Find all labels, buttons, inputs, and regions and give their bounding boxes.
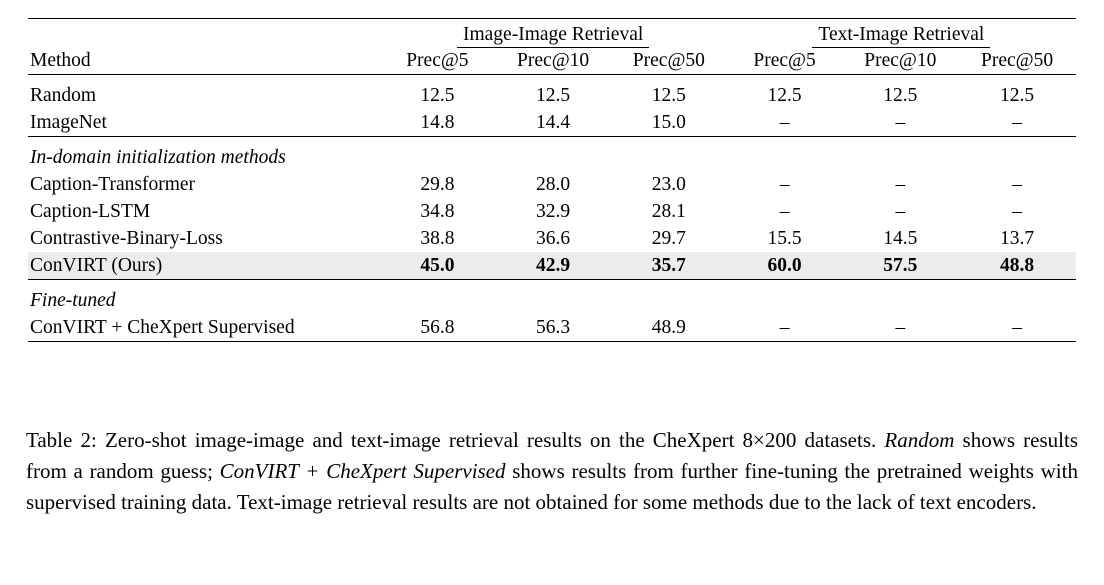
section-label-fine-tuned: Fine-tuned: [30, 290, 116, 311]
table-rule-before-indomain: [28, 137, 1076, 145]
cell-value: 45.0: [380, 252, 496, 280]
table-row-highlighted: [28, 252, 1076, 280]
table-rule-after-header: [28, 75, 1076, 83]
cell-value: 12.5: [1000, 85, 1035, 106]
section-label-in-domain: In-domain initialization methods: [30, 147, 286, 168]
table-row: [28, 225, 1076, 252]
row-method-name: ConVIRT (Ours): [28, 252, 380, 280]
table-row: [28, 314, 1076, 342]
cell-value: 23.0: [651, 174, 686, 195]
cell-value: –: [1012, 112, 1022, 133]
group-header-text-image: Text-Image Retrieval: [727, 19, 1076, 49]
table-row: [28, 171, 1076, 198]
row-method-name: ConVIRT + CheXpert Supervised: [30, 317, 295, 338]
cell-value: 15.5: [767, 228, 802, 249]
group-header-image-image: Image-Image Retrieval: [380, 19, 727, 49]
cell-value: 12.5: [883, 85, 918, 106]
cell-value: 12.5: [651, 85, 686, 106]
cell-value: –: [1012, 317, 1022, 338]
caption-italic-random: Random: [884, 428, 955, 452]
cell-value: 14.8: [420, 112, 455, 133]
cell-value: 12.5: [536, 85, 571, 106]
cell-value: 28.1: [651, 201, 686, 222]
cell-value: 38.8: [420, 228, 455, 249]
caption-italic-convirt-chexpert: ConVIRT + CheXpert Supervised: [219, 459, 506, 483]
column-header-method: Method: [30, 50, 91, 71]
table-row: [28, 82, 1076, 109]
column-header-ii-prec10: Prec@10: [517, 50, 590, 71]
cell-value: –: [895, 201, 906, 222]
cell-value: –: [779, 174, 790, 195]
cell-value: 14.5: [883, 228, 918, 249]
table-row: [28, 198, 1076, 225]
cell-value: –: [779, 201, 790, 222]
cell-value: 14.4: [536, 112, 571, 133]
cell-value: –: [779, 112, 790, 133]
column-header-ii-prec50: Prec@50: [632, 50, 705, 71]
group-header-spacer: [28, 19, 380, 49]
table-row: [28, 109, 1076, 137]
column-header-ti-prec10: Prec@10: [864, 50, 937, 71]
cell-value: –: [895, 112, 906, 133]
cell-value: 12.5: [420, 85, 455, 106]
row-method-name: Caption-Transformer: [30, 174, 196, 195]
cell-value: 34.8: [420, 201, 455, 222]
cell-value: –: [1012, 201, 1022, 222]
row-method-name: Contrastive-Binary-Loss: [30, 228, 223, 249]
cell-value: –: [895, 174, 906, 195]
cell-value: 48.9: [651, 317, 686, 338]
column-header-ti-prec5: Prec@5: [753, 50, 816, 71]
row-method-name: Caption-LSTM: [30, 201, 151, 222]
row-method-name: Random: [30, 85, 97, 106]
cell-value: 56.8: [420, 317, 455, 338]
cell-value: 28.0: [536, 174, 571, 195]
table-caption: [26, 425, 1078, 518]
table-group-header-row: [28, 19, 1076, 49]
cell-value: 29.8: [420, 174, 455, 195]
cell-value: 32.9: [536, 201, 571, 222]
cell-value: 60.0: [727, 252, 843, 280]
table-column-header-row: [28, 48, 1076, 75]
cell-value: 29.7: [651, 228, 686, 249]
caption-label: Table 2:: [26, 428, 97, 452]
caption-part2: shows results from a random guess;: [26, 428, 1079, 483]
results-table-container: [28, 18, 1076, 349]
column-header-ii-prec5: Prec@5: [406, 50, 469, 71]
cell-value: 42.9: [495, 252, 611, 280]
caption-part1: Zero-shot image-image and text-image retrieval results on the CheXpert 8×200 datasets.: [96, 428, 885, 452]
cell-value: 57.5: [842, 252, 958, 280]
cell-value: 36.6: [536, 228, 571, 249]
section-label-row: [28, 287, 1076, 314]
cell-value: –: [1012, 174, 1022, 195]
cell-value: 13.7: [1000, 228, 1035, 249]
results-table: [28, 18, 1076, 349]
caption-part3: shows results from further fine-tuning the pretrained weights with supervised training data. Text-image retrieval results are not obtained for some methods due to the lack of text encoders.: [26, 459, 1078, 514]
column-header-ti-prec50: Prec@50: [981, 50, 1054, 71]
section-label-row: [28, 144, 1076, 171]
cell-value: –: [895, 317, 906, 338]
row-method-name: ImageNet: [30, 112, 107, 133]
cell-value: –: [779, 317, 790, 338]
table-rule-bottom: [28, 342, 1076, 350]
cell-value: 15.0: [651, 112, 686, 133]
cell-value: 56.3: [536, 317, 571, 338]
table-rule-before-finetuned: [28, 280, 1076, 288]
cell-value: 12.5: [767, 85, 802, 106]
cell-value: 48.8: [958, 252, 1076, 280]
cell-value: 35.7: [611, 252, 727, 280]
